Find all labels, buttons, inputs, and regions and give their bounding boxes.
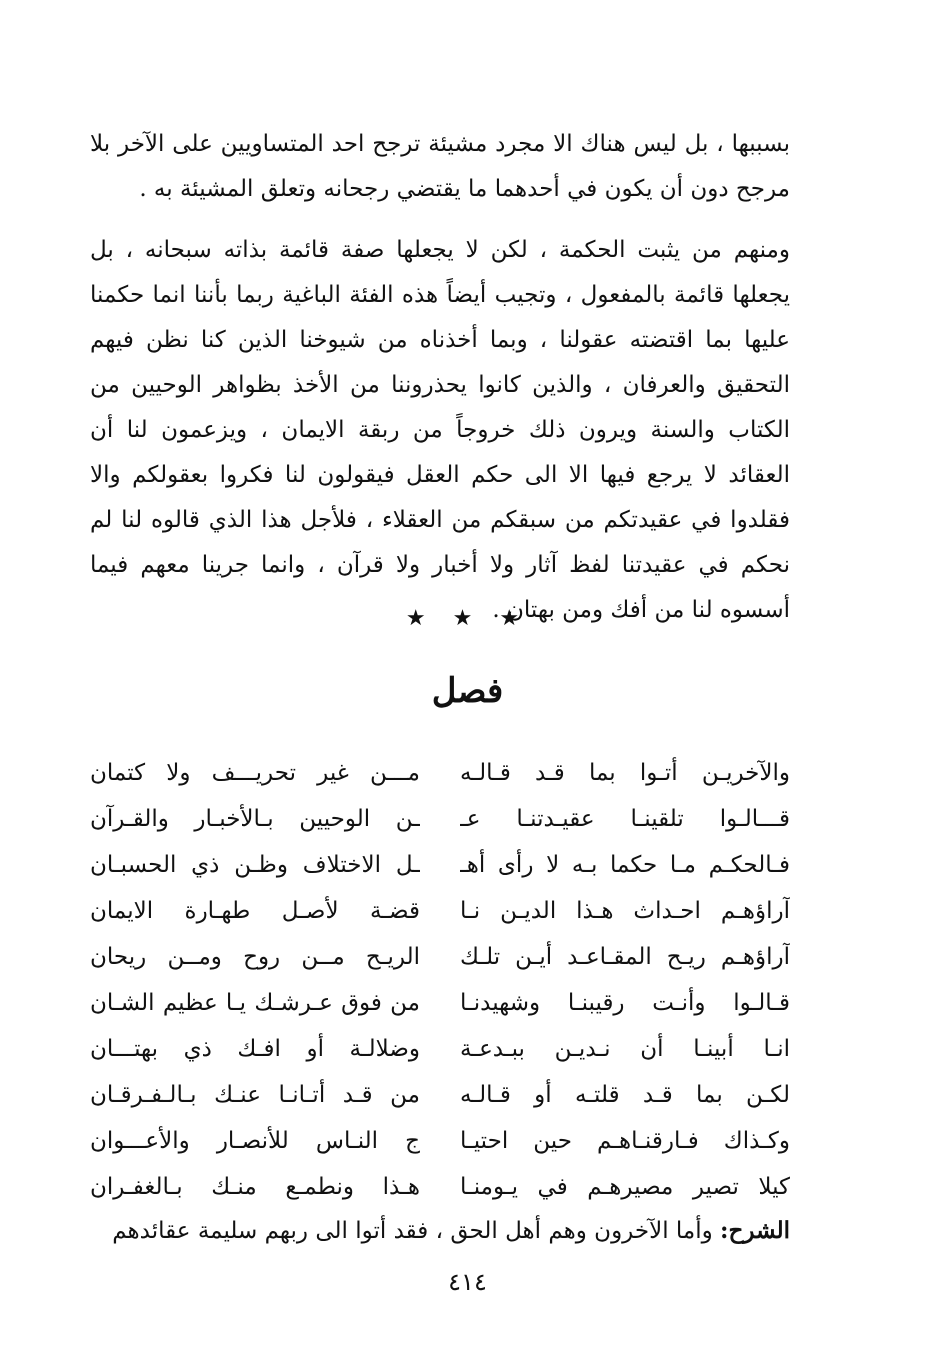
poem-verse [90, 934, 790, 980]
paragraph-text: ومنهم من يثبت الحكمة ، لكن لا يجعلها صفة قائمة بذاته سبحانه ، بل يجعلها قائمة بالمفعول ، وتجيب أيضاً هذه الفئة الباغية ربما بأننا انما حكمنا عليها بما اقتضته عقولنا ، وبما أخذناه من شيوخنا الذين كنا نظن فيهم التحقيق والعرفان ، والذين كانوا يحذروننا من الأخذ بظواهر الوحيين من الكتاب والسنة ويرون ذلك خروجاً من ربقة الايمان ، ويزعمون لنا أن العقائد لا يرجع فيها الا الى حكم العقل فيقولون لنا فكروا بعقولكم والا فقلدوا في عقيدتكم من سبقكم من العقلاء ، فلأجل هذا الذي قالوه لنا لم نحكم في عقيدتنا لفظ آثار ولا أخبار ولا قرآن ، وانما جرينا معهم فيما أسسوه لنا من أفك ومن بهتان . [90, 237, 790, 623]
verse-second-hemistich: ج النـاس للأنصـار والأعـــوان [90, 1128, 420, 1154]
verse-second-hemistich: وضلالـة أو افـك ذي بهتـــان [90, 1036, 420, 1062]
verse-first-hemistich: وكـذاك فـارقنـاهـم حين احتيـا [460, 1128, 790, 1154]
verse-second-hemistich: مـــن غير تحريـــف ولا كتمان [90, 760, 420, 786]
poem-verse [90, 1164, 790, 1210]
poem-verse [90, 980, 790, 1026]
verse-first-hemistich: آراؤهـم ريـح المقـاعـد أيـن تلـك [460, 944, 790, 970]
poem-verse [90, 888, 790, 934]
poem-verse [90, 750, 790, 796]
verse-first-hemistich: قـــالـوا تلقينـا عقيـدتنـا عـ [460, 806, 790, 832]
paragraph-wisdom [90, 228, 790, 633]
verse-second-hemistich: من قـد أتـانـا عنـك بـالـفـرقـان [90, 1082, 420, 1108]
commentary-text: وأما الآخرون وهم أهل الحق ، فقد أتوا الى ربهم سليمة عقائدهم [112, 1218, 721, 1244]
paragraph-text: بسببها ، بل ليس هناك الا مجرد مشيئة ترجح احد المتساويين على الآخر بلا مرجح دون أن يكون في أحدهما ما يقتضي رجحانه وتعلق المشيئة به . [90, 131, 790, 202]
section-title: فصل [431, 671, 504, 711]
verse-first-hemistich: آراؤهـم احـداث هـذا الديـن نـا [460, 898, 790, 924]
verse-second-hemistich: الريـح مــن روح ومــن ريحان [90, 944, 420, 970]
poem [90, 750, 790, 1210]
poem-verse [90, 1026, 790, 1072]
verse-second-hemistich: قضـة لأصـل طهـارة الايمان [90, 898, 420, 924]
verse-first-hemistich: انـا أبينـا أن نـديـن ببـدعـة [460, 1036, 790, 1062]
commentary-label: الشرح: [720, 1217, 790, 1244]
page-number: ٤١٤ [448, 1268, 487, 1296]
section-separator: ★ ★ ★ [405, 606, 530, 631]
poem-verse [90, 796, 790, 842]
verse-first-hemistich: فـالحكـم مـا حكما بـه لا رأى أهـ [460, 852, 790, 878]
verse-second-hemistich: هـذا ونطمـع منـك بـالغفـران [90, 1174, 420, 1200]
commentary [90, 1208, 790, 1254]
verse-first-hemistich: قـالـوا وأنـت رقيبنـا وشهيدنـا [460, 990, 790, 1016]
poem-verse [90, 1072, 790, 1118]
verse-first-hemistich: والآخريـن أتـوا بما قـد قـالـه [460, 760, 790, 786]
verse-first-hemistich: كيلا تصير مصيرهـم في يـومنـا [460, 1174, 790, 1200]
verse-first-hemistich: لكـن بما قـد قلتـه أو قـالـه [460, 1082, 790, 1108]
poem-verse [90, 842, 790, 888]
paragraph-continuation [90, 122, 790, 212]
poem-verse [90, 1118, 790, 1164]
verse-second-hemistich: ـن الوحيين بـالأخبـار والقـرآن [90, 806, 420, 832]
verse-second-hemistich: ـل الاختلاف وظـن ذي الحسبـان [90, 852, 420, 878]
verse-second-hemistich: من فوق عـرشـك يـا عظيم الشـان [90, 990, 420, 1016]
